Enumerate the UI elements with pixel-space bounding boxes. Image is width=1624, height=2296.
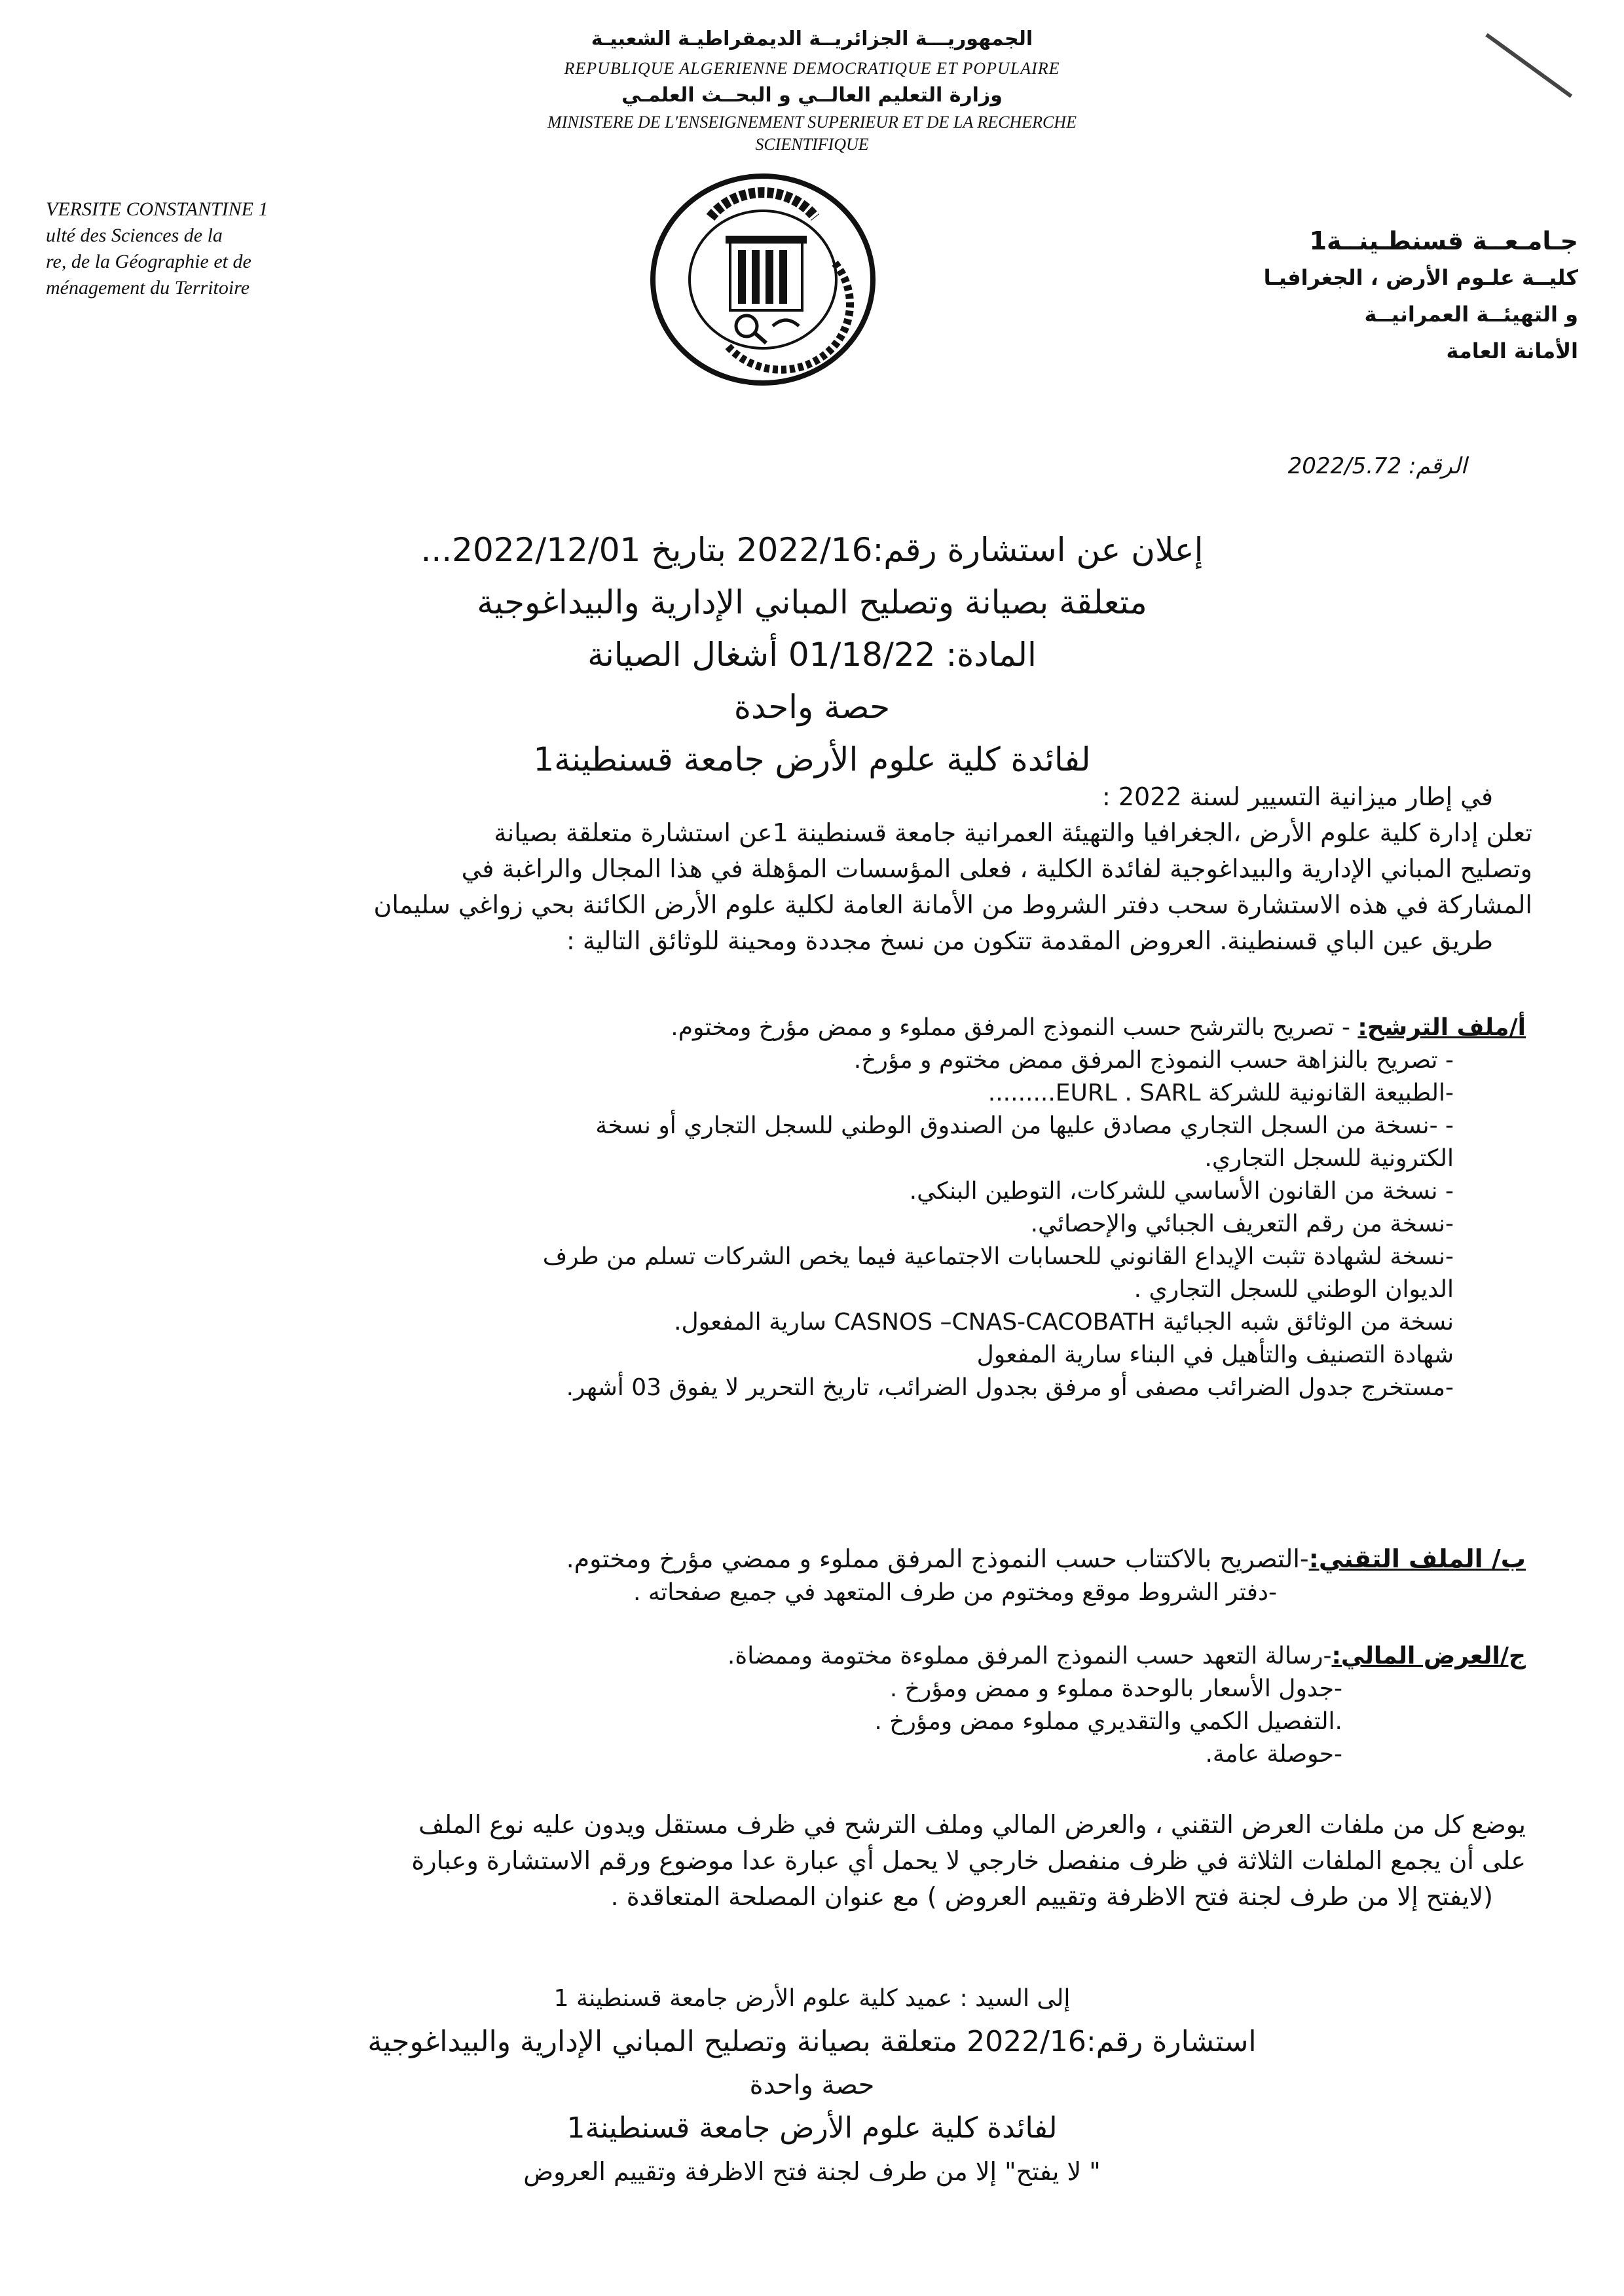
section-b-title: ب/ الملف التقني:: [1308, 1544, 1526, 1573]
intro-line-2: وتصليح المباني الإدارية والبيداغوجية لفائدة الكلية ، فعلى المؤسسات المؤهلة في هذا المجال والراغبة في: [461, 854, 1532, 883]
section-a-item: - -نسخة من السجل التجاري مصادق عليها من الصندوق الوطني للسجل التجاري أو نسخة: [595, 1112, 1454, 1139]
university-seal: [648, 172, 877, 388]
section-b-item: -دفتر الشروط موقع ومختوم من طرف المتعهد في جميع صفحاته .: [633, 1579, 1277, 1606]
header-republic-ar: الجمهوريـــة الجزائريــة الديمقراطيـة الشعبيـة: [591, 27, 1033, 50]
section-a-item: نسخة من الوثائق شبه الجبائية CASNOS –CNAS-CACOBATH سارية المفعول.: [674, 1309, 1454, 1336]
section-a-item: -نسخة لشهادة تثبت الإيداع القانوني للحسابات الاجتماعية فيما يخص الشركات تسلم من طرف: [542, 1243, 1454, 1270]
header-ministry-ar: وزارة التعليم العالــي و البحــث العلمـي: [621, 84, 1003, 107]
faculty-fr-line-3: re, de la Géographie et de: [46, 251, 251, 272]
section-c: [98, 1640, 1526, 1771]
faculty-fr-line-2: ulté des Sciences de la: [46, 225, 223, 246]
section-a-first-line: [98, 1011, 1526, 1044]
closing-line-3: (لايفتح إلا من طرف لجنة فتح الاظرفة وتقييم العروض ) مع عنوان المصلحة المتعاقدة .: [610, 1882, 1493, 1911]
envelope-line-3: حصة واحدة: [749, 2070, 875, 2100]
section-a-title: أ/ملف الترشح:: [1357, 1014, 1526, 1041]
announcement-line-4: حصة واحدة: [733, 688, 891, 726]
intro-line-1: تعلن إدارة كلية علوم الأرض ،الجغرافيا والتهيئة العمرانية جامعة قسنطينة 1عن استشارة متعلقة بصيانة: [494, 818, 1532, 847]
faculty-fr-line-4: ménagement du Territoire: [46, 277, 250, 299]
announcement-line-3: المادة: 01/18/22 أشغال الصيانة: [587, 636, 1037, 674]
section-a: [98, 1011, 1526, 1404]
envelope-block: [0, 1977, 1624, 2193]
announcement-line-5: لفائدة كلية علوم الأرض جامعة قسنطينة1: [533, 740, 1091, 778]
section-b-first-line: [98, 1542, 1526, 1576]
section-a-item: شهادة التصنيف والتأهيل في البناء سارية المفعول: [976, 1341, 1454, 1368]
intro-paragraph: [98, 779, 1532, 959]
section-a-item: - تصريح بالنزاهة حسب النموذج المرفق ممض مختوم و مؤرخ.: [853, 1047, 1454, 1074]
header-ministry-fr-1: MINISTERE DE L'ENSEIGNEMENT SUPERIEUR ET DE LA RECHERCHE: [547, 113, 1077, 132]
envelope-line-2: استشارة رقم:2022/16 متعلقة بصيانة وتصليح المباني الإدارية والبيداغوجية: [367, 2025, 1257, 2058]
header-republic-fr: REPUBLIQUE ALGERIENNE DEMOCRATIQUE ET POPULAIRE: [564, 59, 1060, 78]
section-a-item: الديوان الوطني للسجل التجاري .: [1134, 1276, 1454, 1303]
closing-line-2: على أن يجمع الملفات الثلاثة في ظرف منفصل خارجي لا يحمل أي عبارة عدا موضوع ورقم الاستشارة وعبارة: [411, 1846, 1526, 1875]
section-a-first-item: - تصريح بالترشح حسب النموذج المرفق مملوء و ممض مؤرخ ومختوم.: [671, 1014, 1358, 1041]
section-c-title: ج/العرض المالي:: [1331, 1643, 1526, 1669]
section-a-item: -مستخرج جدول الضرائب مصفى أو مرفق بجدول الضرائب، تاريخ التحرير لا يفوق 03 أشهر.: [566, 1374, 1454, 1401]
closing-line-1: يوضع كل من ملفات العرض التقني ، والعرض المالي وملف الترشح في ظرف مستقل ويدون عليه نوع الملف: [418, 1810, 1526, 1839]
faculty-ar-line-2: كليــة علـوم الأرض ، الجغرافيـا: [1263, 265, 1578, 290]
reference-number: الرقم: 2022/5.72: [1287, 453, 1467, 479]
faculty-ar-line-1: جـامـعــة قسنطـينــة1: [1309, 227, 1578, 255]
section-b-first-item: -التصريح بالاكتتاب حسب النموذج المرفق مملوء و ممضي مؤرخ ومختوم.: [566, 1544, 1309, 1573]
faculty-fr-line-1: VERSITE CONSTANTINE 1: [46, 198, 268, 220]
envelope-line-4: لفائدة كلية علوم الأرض جامعة قسنطينة1: [566, 2111, 1058, 2145]
envelope-line-5: " لا يفتح" إلا من طرف لجنة فتح الاظرفة وتقييم العروض: [523, 2157, 1101, 2186]
section-a-item: -الطبيعة القانونية للشركة EURL . SARL.........: [987, 1080, 1454, 1106]
section-c-item: -حوصلة عامة.: [1205, 1741, 1342, 1768]
section-c-item: -جدول الأسعار بالوحدة مملوء و ممض ومؤرخ .: [889, 1675, 1342, 1702]
announcement-block: [0, 524, 1624, 786]
envelope-line-1: إلى السيد : عميد كلية علوم الأرض جامعة قسنطينة 1: [553, 1985, 1071, 2012]
section-a-item: - نسخة من القانون الأساسي للشركات، التوطين البنكي.: [909, 1178, 1454, 1205]
section-a-item: الكترونية للسجل التجاري.: [1204, 1145, 1454, 1172]
faculty-fr-block: [46, 196, 347, 301]
faculty-ar-line-4: الأمانة العامة: [1446, 338, 1578, 363]
section-a-item: -نسخة من رقم التعريف الجبائي والإحصائي.: [1030, 1211, 1454, 1237]
faculty-ar-line-3: و التهيئــة العمرانيــة: [1364, 302, 1578, 327]
section-c-item: .التفصيل الكمي والتقديري مملوء ممض ومؤرخ .: [874, 1708, 1342, 1735]
section-c-first-item: -رسالة التعهد حسب النموذج المرفق مملوءة مختومة وممضاة.: [727, 1643, 1332, 1669]
header-ministry-fr-2: SCIENTIFIQUE: [755, 135, 869, 154]
section-c-first-line: [98, 1640, 1526, 1673]
closing-paragraph: [85, 1807, 1526, 1915]
announcement-line-1: إعلان عن استشارة رقم:2022/16 بتاريخ 2022/12/01...: [420, 531, 1204, 569]
section-b: [98, 1542, 1526, 1610]
faculty-ar-block: [1211, 223, 1578, 369]
intro-line-0: في إطار ميزانية التسيير لسنة 2022 :: [1101, 782, 1493, 811]
announcement-line-2: متعلقة بصيانة وتصليح المباني الإدارية والبيداغوجية: [477, 583, 1147, 621]
intro-line-4: طريق عين الباي قسنطينة. العروض المقدمة تتكون من نسخ مجددة ومحينة للوثائق التالية :: [566, 926, 1493, 955]
intro-line-3: المشاركة في هذه الاستشارة سحب دفتر الشروط من الأمانة العامة لكلية علوم الأرض الكائنة بحي زواغي سليمان: [373, 890, 1532, 919]
